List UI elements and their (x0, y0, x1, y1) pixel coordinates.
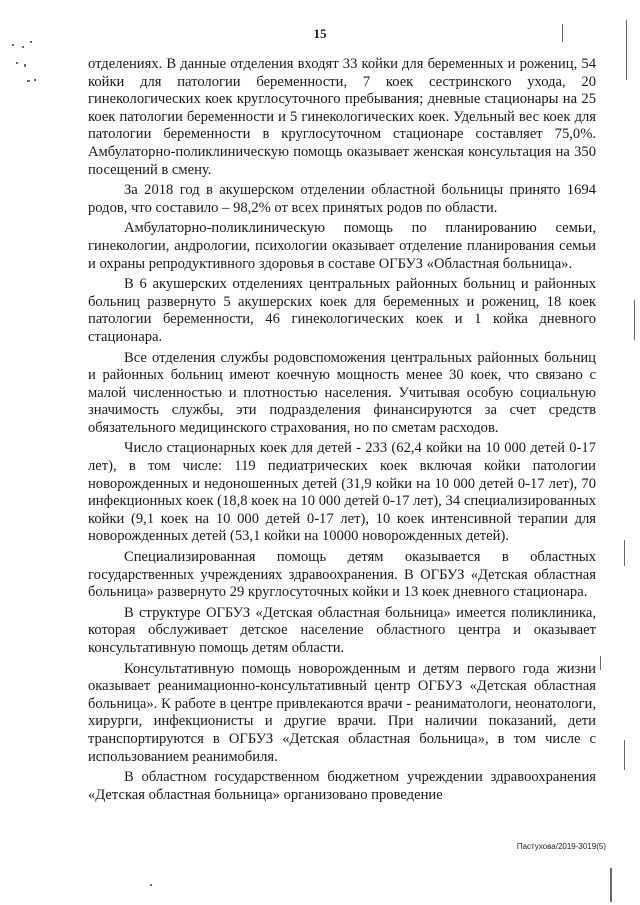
document-body (88, 56, 596, 807)
scan-mark-right-5 (624, 740, 625, 770)
paragraph-9: Консультативную помощь новорожденным и детям первого года жизни оказывает реанимационно-консультативный центр ОГБУЗ «Детская областная больница». К работе в центре привлекаются врачи - реаниматологи, неонатологи, хирурги, инфекционисты и другие врачи. При наличии показаний, дети транспортируются в ОГБУЗ «Детская областная больница», в том числе с использованием реанимобиля. (88, 660, 596, 765)
scan-mark-bottom-dot (150, 884, 152, 886)
paragraph-7: Специализированная помощь детям оказывается в областных государственных учреждениях здравоохранения. В ОГБУЗ «Детская областная больница» развернуто 29 круглосуточных койки и 13 коек дневного стационара. (88, 549, 596, 601)
paragraph-5: Все отделения службы родовспоможения центральных районных больниц и районных больниц имеют коечную мощность менее 30 коек, что связано с малой численностью и плотностью населения. Учитывая особую социальную значимость службы, эти подразделения финансируются за счет средств обязательного медицинского страхования, но по сметам расходов. (88, 349, 596, 436)
paragraph-1: отделениях. В данные отделения входят 33 койки для беременных и рожениц, 54 койки для патологии беременности, 7 коек сестринского ухода, 20 гинекологических коек круглосуточного пребывания; дневные стационары на 25 коек патологии беременности и 5 гинекологических коек. Удельный вес коек для патологии беременности в круглосуточном стационаре составляет 75,0%. Амбулаторно-поликлиническую помощь оказывает женская консультация на 350 посещений в смену. (88, 56, 596, 178)
footer-document-code: Пастухова/2019-3019(5) (516, 842, 606, 851)
scan-mark-left-4 (16, 62, 18, 64)
scan-mark-left-6 (27, 80, 30, 82)
paragraph-8: В структуре ОГБУЗ «Детская областная больница» имеется поликлиника, которая обслуживает детское население областного центра и оказывает консультативную помощь детям области. (88, 604, 596, 656)
paragraph-10: В областном государственном бюджетном учреждении здравоохранения «Детская областная больница» организовано проведение (88, 769, 596, 803)
scan-mark-left-3 (30, 41, 32, 43)
scan-mark-right-4 (600, 656, 601, 670)
paragraph-6: Число стационарных коек для детей - 233 (62,4 койки на 10 000 детей 0-17 лет), в том числе: 119 педиатрических коек включая койки патологии новорожденных и недоношенных детей (31,9 койки на 10 000 детей 0-17 лет), 70 инфекционных коек (18,8 коек на 10 000 детей 0-17 лет), 34 специализированных койки (9,1 коек на 10 000 детей 0-17 лет), 10 коек интенсивной терапии для новорожденных детей (53,1 койки на 10000 новорожденных детей). (88, 440, 596, 545)
scan-mark-right-3 (624, 540, 625, 566)
scan-mark-right-1 (626, 20, 627, 80)
paragraph-3: Амбулаторно-поликлиническую помощь по планированию семьи, гинекологии, андрологии, психологии оказывает отделение планирования семьи и охраны репродуктивного здоровья в составе ОГБУЗ «Областная больница». (88, 220, 596, 272)
paragraph-4: В 6 акушерских отделениях центральных районных больниц и районных больниц развернуто 5 акушерских коек для беременных и рожениц, 18 коек патологии беременности, 46 гинекологических коек и 1 койка дневного стационара. (88, 276, 596, 345)
scan-mark-left-7 (34, 79, 36, 81)
scan-mark-left-5 (24, 64, 26, 67)
scan-mark-left-1 (12, 44, 14, 46)
scan-mark-right-2 (634, 300, 635, 340)
scan-mark-bottom-right (610, 868, 612, 902)
scan-mark-left-2 (22, 46, 24, 48)
paragraph-2: За 2018 год в акушерском отделении областной больницы принято 1694 родов, что составило – 98,2% от всех принятых родов по области. (88, 182, 596, 216)
page-number: 15 (313, 26, 327, 41)
scan-mark-top-right (562, 24, 563, 42)
